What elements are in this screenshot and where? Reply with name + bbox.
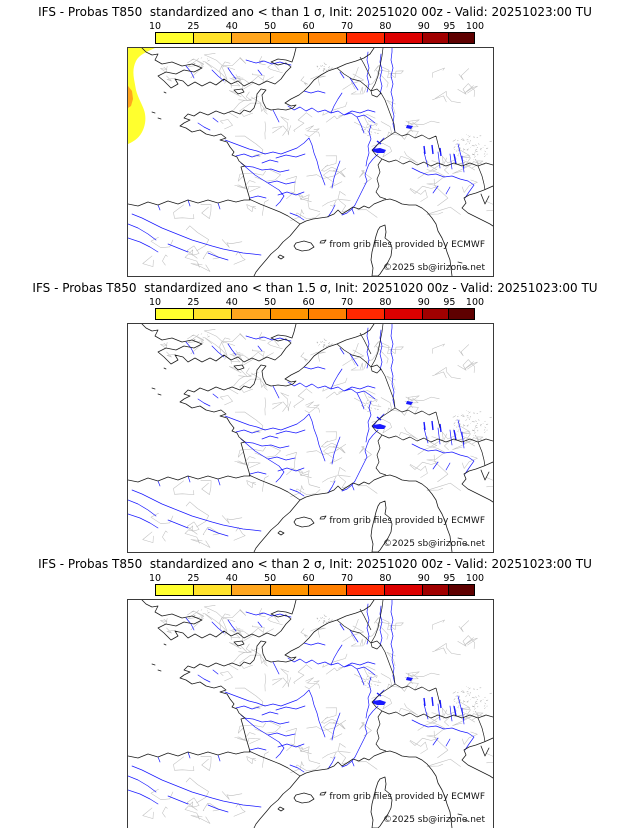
colorbar-tick-95: 95 [443, 21, 456, 32]
colorbar-tick-80: 80 [379, 297, 392, 308]
colorbar-segment-95-100 [449, 585, 474, 595]
colorbar-segment-60-70 [309, 33, 347, 43]
panel-2-title: IFS - Probas T850 standardized ano < than 1.5 σ, Init: 20251020 00z - Valid: 20251023:00 TU [32, 281, 598, 295]
colorbar-labels [148, 297, 485, 308]
colorbar-segment-40-50 [232, 585, 270, 595]
colorbar-bar [155, 308, 475, 320]
colorbar-labels [148, 21, 485, 32]
colorbar-tick-25: 25 [187, 297, 200, 308]
colorbar-tick-100: 100 [465, 573, 485, 584]
colorbar-segment-40-50 [232, 309, 270, 319]
colorbar-segment-25-40 [194, 309, 232, 319]
panel-sigma-1 [0, 0, 630, 276]
colorbar-tick-80: 80 [379, 21, 392, 32]
colorbar-tick-70: 70 [340, 297, 354, 308]
panel-3-title: IFS - Probas T850 standardized ano < than 2 σ, Init: 20251020 00z - Valid: 20251023:00 TU [38, 557, 592, 571]
colorbar-tick-100: 100 [465, 297, 485, 308]
map-canvas [128, 324, 493, 552]
colorbar-tick-95: 95 [443, 297, 456, 308]
colorbar-tick-50: 50 [264, 297, 277, 308]
colorbar-segment-80-90 [385, 309, 423, 319]
colorbar-tick-40: 40 [225, 21, 238, 32]
colorbar-segment-80-90 [385, 33, 423, 43]
colorbar-tick-25: 25 [187, 573, 200, 584]
colorbar-segment-10-25 [156, 309, 194, 319]
colorbar-segment-80-90 [385, 585, 423, 595]
panel-1-colorbar [148, 21, 485, 44]
colorbar-segment-90-95 [423, 33, 449, 43]
colorbar-segment-10-25 [156, 585, 194, 595]
colorbar-tick-100: 100 [465, 21, 485, 32]
colorbar-bar [155, 584, 475, 596]
colorbar-segment-50-60 [271, 309, 309, 319]
colorbar-tick-90: 90 [417, 573, 430, 584]
colorbar-segment-60-70 [309, 585, 347, 595]
colorbar-tick-70: 70 [340, 21, 354, 32]
france-basemap [128, 48, 493, 276]
colorbar-segment-90-95 [423, 309, 449, 319]
panel-2-map [127, 323, 494, 553]
colorbar-bar [155, 32, 475, 44]
panel-sigma-1-5 [0, 276, 630, 552]
colorbar-tick-10: 10 [148, 21, 162, 32]
panel-3-colorbar [148, 573, 485, 596]
colorbar-tick-10: 10 [148, 297, 162, 308]
panel-3-map [127, 599, 494, 828]
colorbar-tick-40: 40 [225, 297, 238, 308]
colorbar-segment-60-70 [309, 309, 347, 319]
colorbar-tick-95: 95 [443, 573, 456, 584]
colorbar-segment-25-40 [194, 33, 232, 43]
map-canvas [128, 48, 493, 276]
colorbar-labels [148, 573, 485, 584]
colorbar-segment-70-80 [347, 309, 385, 319]
colorbar-tick-80: 80 [379, 573, 392, 584]
map-canvas [128, 600, 493, 828]
colorbar-segment-70-80 [347, 33, 385, 43]
colorbar-tick-90: 90 [417, 297, 430, 308]
panel-1-map [127, 47, 494, 277]
colorbar-segment-50-60 [271, 585, 309, 595]
france-basemap [128, 324, 493, 552]
colorbar-tick-40: 40 [225, 573, 238, 584]
colorbar-segment-25-40 [194, 585, 232, 595]
panel-2-colorbar [148, 297, 485, 320]
colorbar-segment-95-100 [449, 309, 474, 319]
colorbar-tick-60: 60 [302, 21, 315, 32]
colorbar-tick-50: 50 [264, 21, 277, 32]
colorbar-segment-50-60 [271, 33, 309, 43]
panel-sigma-2 [0, 552, 630, 828]
colorbar-tick-90: 90 [417, 21, 430, 32]
panel-1-title: IFS - Probas T850 standardized ano < than 1 σ, Init: 20251020 00z - Valid: 20251023:00 TU [38, 5, 592, 19]
colorbar-segment-70-80 [347, 585, 385, 595]
colorbar-tick-60: 60 [302, 573, 315, 584]
colorbar-tick-10: 10 [148, 573, 162, 584]
colorbar-tick-25: 25 [187, 21, 200, 32]
colorbar-tick-50: 50 [264, 573, 277, 584]
colorbar-segment-95-100 [449, 33, 474, 43]
colorbar-segment-40-50 [232, 33, 270, 43]
colorbar-segment-90-95 [423, 585, 449, 595]
colorbar-tick-70: 70 [340, 573, 354, 584]
france-basemap [128, 600, 493, 828]
colorbar-segment-10-25 [156, 33, 194, 43]
colorbar-tick-60: 60 [302, 297, 315, 308]
